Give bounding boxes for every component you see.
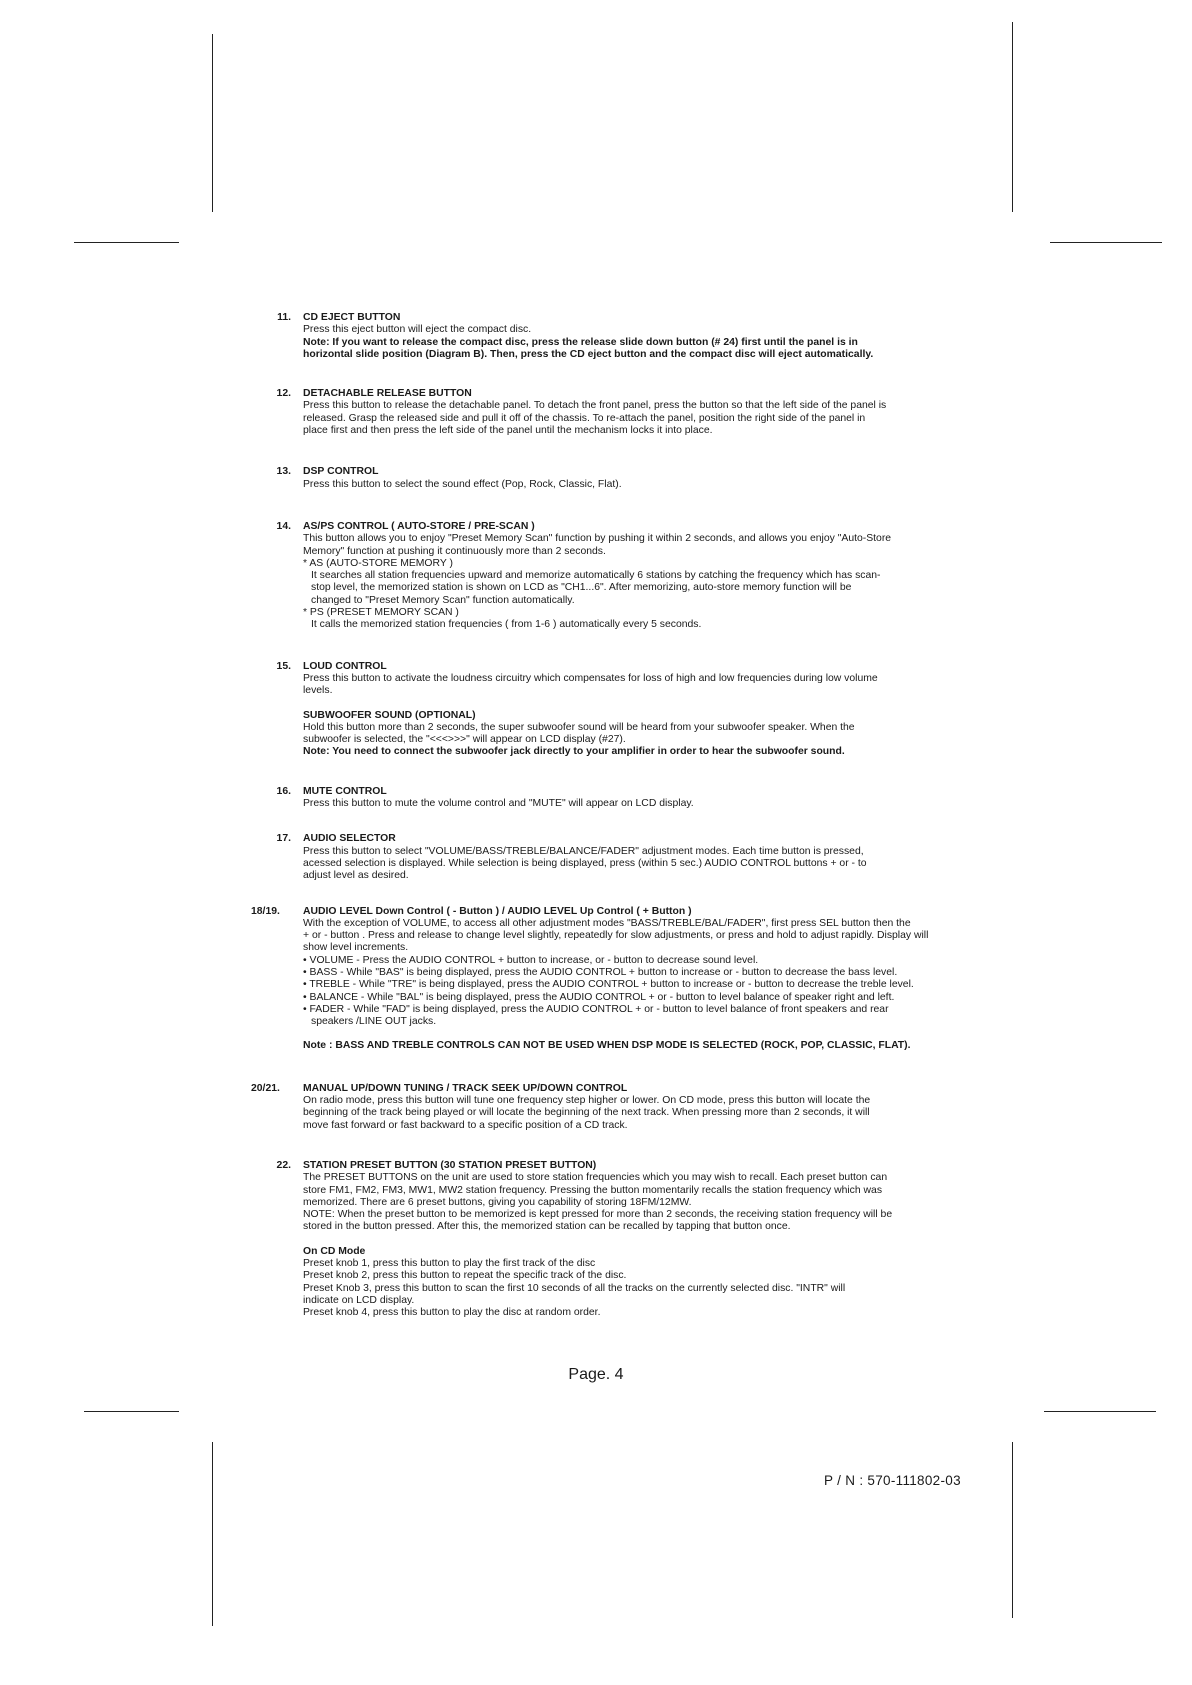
section-title: DETACHABLE RELEASE BUTTON [303,388,472,400]
body-line: released. Grasp the released side and pull it off of the chassis. To re-attach the panel, position the right side of the panel in [303,412,866,424]
body-line: NOTE: When the preset button to be memorized is kept pressed for more than 2 seconds, the receiving station frequency will be [303,1209,893,1221]
body-line: Press this button to release the detachable panel. To detach the front panel, press the button so that the left side of the panel is [303,400,887,412]
section-title: CD EJECT BUTTON [303,312,401,323]
manual-content [251,312,965,1320]
body-line [303,1234,965,1246]
section-number: 22. [276,1159,291,1171]
body-line: stop level, the memorized station is shown on LCD as "CH1...6". After memorizing, auto-store memory function will be [311,582,852,594]
body-line: Note: You need to connect the subwoofer jack directly to your amplifier in order to hear the subwoofer sound. [303,746,845,758]
body-line: Note: If you want to release the compact disc, press the release slide down button (# 24) first until the panel is in [303,336,858,348]
body-line: adjust level as desired. [303,870,409,882]
body-line: Preset knob 4, press this button to play the disc at random order. [303,1307,601,1319]
section [265,521,965,632]
body-line: * AS (AUTO-STORE MEMORY ) [303,557,453,569]
section-title: AS/PS CONTROL ( AUTO-STORE / PRE-SCAN ) [303,520,535,532]
body-line: Press this button to activate the loudness circuitry which compensates for loss of high and low frequencies during low volume [303,672,878,684]
section-title: MANUAL UP/DOWN TUNING / TRACK SEEK UP/DOWN CONTROL [303,1082,628,1094]
body-line: stored in the button pressed. After this, the memorized station can be recalled by tapping that button once. [303,1221,791,1233]
section [265,312,965,361]
section-title: STATION PRESET BUTTON (30 STATION PRESET BUTTON) [303,1159,597,1171]
section-number: 17. [276,833,291,845]
body-line: • VOLUME - Press the AUDIO CONTROL + button to increase, or - button to decrease sound level. [303,954,759,966]
body-line: With the exception of VOLUME, to access all other adjustment modes "BASS/TREBLE/BAL/FADER", first press SEL button then the [303,917,911,929]
body-line: changed to "Preset Memory Scan" function automatically. [311,594,575,606]
section [265,388,965,437]
body-line: Press this button to mute the volume control and "MUTE" will appear on LCD display. [303,798,694,810]
crop-mark [1012,1442,1013,1618]
body-line: Press this button to select "VOLUME/BASS/TREBLE/BALANCE/FADER" adjustment modes. Each time button is pressed, [303,845,864,857]
body-line: • TREBLE - While "TRE" is being displayed, press the AUDIO CONTROL + button to increase or - button to decrease the treble level. [303,979,914,991]
crop-mark [1044,1411,1156,1412]
body-line: Preset Knob 3, press this button to scan the first 10 seconds of all the tracks on the currently selected disc. "INTR" will [303,1282,846,1294]
body-line: levels. [303,685,333,697]
body-line: On CD Mode [303,1245,366,1257]
body-line: + or - button . Press and release to change level slightly, repeatedly for slow adjustments, or press and hold to adjust rapidly. Display will [303,930,929,942]
section [265,1160,965,1320]
body-line: This button allows you to enjoy "Preset Memory Scan" function by pushing it within 2 seconds, and allows you enjoy "Auto-Store [303,533,892,545]
body-line: acessed selection is displayed. While selection is being displayed, press (within 5 sec.) AUDIO CONTROL buttons + or - to [303,857,867,869]
body-line: place first and then press the left side of the panel until the mechanism locks it into place. [303,425,713,437]
section-number: 15. [276,660,291,672]
body-line: move fast forward or fast backward to a specific position of a CD track. [303,1119,628,1131]
body-line: SUBWOOFER SOUND (OPTIONAL) [303,709,476,721]
body-line: • FADER - While "FAD" is being displayed, press the AUDIO CONTROL + or - button to level balance of front speakers and rear [303,1003,889,1015]
body-line: horizontal slide position (Diagram B). Then, press the CD eject button and the compact disc will eject automatically. [303,348,874,360]
body-line: speakers /LINE OUT jacks. [311,1016,437,1028]
section-number: 14. [276,520,291,532]
section-title: LOUD CONTROL [303,660,387,672]
page-number: Page. 4 [568,1366,624,1383]
body-line: subwoofer is selected, the "<<<>>>" will appear on LCD display (#27). [303,734,626,746]
body-line [303,698,965,710]
body-line: Press this button to select the sound effect (Pop, Rock, Classic, Flat). [303,478,622,490]
section-number: 13. [276,466,291,478]
section-title: AUDIO LEVEL Down Control ( - Button ) / AUDIO LEVEL Up Control ( + Button ) [303,905,692,917]
section-number: 16. [276,785,291,797]
section-number: 12. [276,388,291,400]
body-line: beginning of the track being played or will locate the beginning of the next track. When pressing more than 2 seconds, it will [303,1107,870,1119]
body-line: Hold this button more than 2 seconds, the super subwoofer sound will be heard from your subwoofer speaker. When the [303,721,855,733]
body-line: • BASS - While "BAS" is being displayed, press the AUDIO CONTROL + button to increase or - button to decrease the bass level. [303,966,898,978]
body-line: • BALANCE - While "BAL" is being displayed, press the AUDIO CONTROL + or - button to level balance of speaker right and left. [303,991,895,1003]
part-number: P / N : 570-111802-03 [824,1473,961,1488]
body-line: show level increments. [303,942,409,954]
crop-mark [84,1411,179,1412]
section-number: 20/21. [251,1082,280,1094]
crop-mark [1050,242,1162,243]
body-line: * PS (PRESET MEMORY SCAN ) [303,607,459,619]
body-line: indicate on LCD display. [303,1294,415,1306]
crop-mark [74,242,179,243]
crop-mark [212,1442,213,1626]
section-title: MUTE CONTROL [303,785,387,797]
body-line: Preset knob 2, press this button to repeat the specific track of the disc. [303,1270,627,1282]
body-line: Preset knob 1, press this button to play the first track of the disc [303,1258,596,1270]
body-line: Press this eject button will eject the compact disc. [303,324,532,336]
section [251,1082,965,1132]
section [265,466,965,491]
section [265,833,965,882]
body-line: On radio mode, press this button will tune one frequency step higher or lower. On CD mode, press this button will locate the [303,1095,871,1107]
body-line [303,1028,965,1040]
section-title: DSP CONTROL [303,466,379,478]
body-line: Memory" function at pushing it continuously more than 2 seconds. [303,545,606,557]
body-line: Note : BASS AND TREBLE CONTROLS CAN NOT BE USED WHEN DSP MODE IS SELECTED (ROCK, POP, CLASSIC, FLAT). [303,1040,911,1052]
section [265,786,965,811]
crop-mark [212,34,213,212]
crop-mark [1012,22,1013,212]
section [251,905,965,1053]
section [265,661,965,759]
section-title: AUDIO SELECTOR [303,833,396,845]
body-line: memorized. There are 6 preset buttons, giving you capability of storing 18FM/12MW. [303,1196,692,1208]
body-line: It calls the memorized station frequencies ( from 1-6 ) automatically every 5 seconds. [311,619,702,631]
body-line: The PRESET BUTTONS on the unit are used to store station frequencies which you may wish to recall. Each preset button can [303,1172,888,1184]
section-number: 11. [277,312,291,323]
section-number: 18/19. [251,905,280,917]
body-line: It searches all station frequencies upward and memorize automatically 6 stations by catching the frequency which has scan- [311,570,881,582]
body-line: store FM1, FM2, FM3, MW1, MW2 station frequency. Pressing the button momentarily recalls the station frequency which was [303,1184,883,1196]
